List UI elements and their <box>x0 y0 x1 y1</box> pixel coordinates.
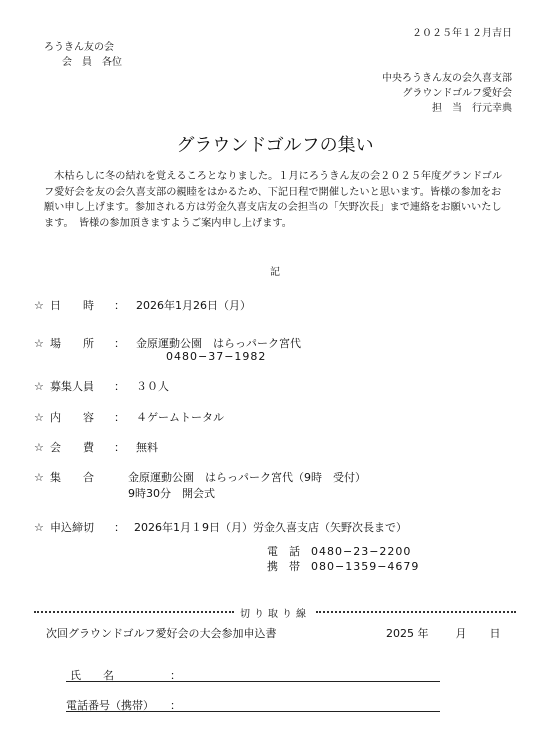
star-icon: ☆ <box>34 337 44 350</box>
item-value: 2026年1月26日（月） <box>136 299 251 312</box>
star-icon: ☆ <box>34 441 44 454</box>
form-name-label: 氏 名 <box>70 669 114 682</box>
item-label: 申込締切 <box>50 521 94 534</box>
sender-org: 中央ろうきん友の会久喜支部 <box>382 73 512 84</box>
form-title: 次回グラウンドゴルフ愛好会の大会参加申込書 <box>46 627 277 640</box>
body-paragraph: 木枯らしに冬の結れを覚えるころとなりました。１月にろうきん友の会２０２５年度グランドゴルフ愛好会を友の会久喜支部の親睦をはかるため、下記日程で開催したいと思います。皆様の参加をお願い申し上げます。参加される方は労金久喜支店友の会担当の「矢野次長」まで連絡をお願いいたします。 皆様の参加頂きますようご案内申し上げます。 <box>44 171 503 229</box>
item-gather <box>34 469 366 485</box>
contact-phone-number: 0480−23−2200 <box>311 545 412 558</box>
item-colon: ： <box>114 521 125 534</box>
form-name-field[interactable] <box>66 681 440 682</box>
item-value: ４ゲームトータル <box>136 411 224 424</box>
item-value: 無料 <box>136 441 158 454</box>
item-value: ３０人 <box>136 380 169 393</box>
item-date <box>34 297 251 313</box>
cut-line <box>34 606 516 618</box>
contact-mobile <box>267 558 419 574</box>
dotted-line-left <box>34 611 234 613</box>
contact-phone-label: 電 話 <box>267 545 300 558</box>
star-icon: ☆ <box>34 411 44 424</box>
item-label: 場 所 <box>50 337 94 350</box>
item-value: 金原運動公園 はらっパーク宮代 <box>136 337 301 350</box>
sender-person: 担 当 行元幸典 <box>432 103 512 114</box>
form-phone-field[interactable] <box>66 711 440 712</box>
item-label: 日 時 <box>50 299 94 312</box>
item-fee <box>34 439 158 455</box>
item-value: 金原運動公園 はらっパーク宮代（9時 受付） <box>128 471 366 484</box>
star-icon: ☆ <box>34 471 44 484</box>
item-people <box>34 378 169 394</box>
form-name-colon: ： <box>170 669 181 682</box>
item-colon: ： <box>114 380 125 393</box>
sender-club: グラウンドゴルフ愛好会 <box>402 88 512 99</box>
form-month-unit: 月 <box>455 627 467 640</box>
star-icon: ☆ <box>34 521 44 534</box>
form-date <box>386 625 501 641</box>
ki-marker: 記 <box>270 267 280 278</box>
cut-line-label: 切り取り線 <box>240 608 310 620</box>
item-deadline <box>34 519 407 535</box>
item-colon: ： <box>114 441 125 454</box>
gather-time: 9時30分 開会式 <box>128 487 215 500</box>
contact-mobile-number: 080−1359−4679 <box>311 560 420 573</box>
item-label: 内 容 <box>50 411 94 424</box>
contact-phone <box>267 543 411 559</box>
issue-date: ２０２５年１２月吉日 <box>412 28 512 39</box>
item-label: 募集人員 <box>50 380 94 393</box>
form-year-unit: 年 <box>417 627 429 640</box>
item-label: 会 費 <box>50 441 94 454</box>
item-colon: ： <box>114 337 125 350</box>
item-content <box>34 409 224 425</box>
contact-mobile-label: 携 帯 <box>267 560 300 573</box>
star-icon: ☆ <box>34 299 44 312</box>
form-day-unit: 日 <box>489 627 501 640</box>
form-year: 2025 <box>386 627 414 640</box>
dotted-line-right <box>316 611 516 613</box>
item-colon: ： <box>114 299 125 312</box>
form-phone-label: 電話番号（携帯） <box>66 699 154 712</box>
form-phone-colon: ： <box>170 699 181 712</box>
item-colon: ： <box>114 411 125 424</box>
item-value: 2026年1月１9日（月）労金久喜支店（矢野次長まで） <box>134 521 407 534</box>
page-title: グラウンドゴルフの集い <box>176 135 374 156</box>
star-icon: ☆ <box>34 380 44 393</box>
item-place <box>34 335 301 351</box>
recipient-org: ろうきん友の会 <box>44 42 114 53</box>
item-label: 集 合 <box>50 471 94 484</box>
place-phone: 0480−37−1982 <box>166 350 267 363</box>
recipient: 会 員 各位 <box>62 57 122 68</box>
